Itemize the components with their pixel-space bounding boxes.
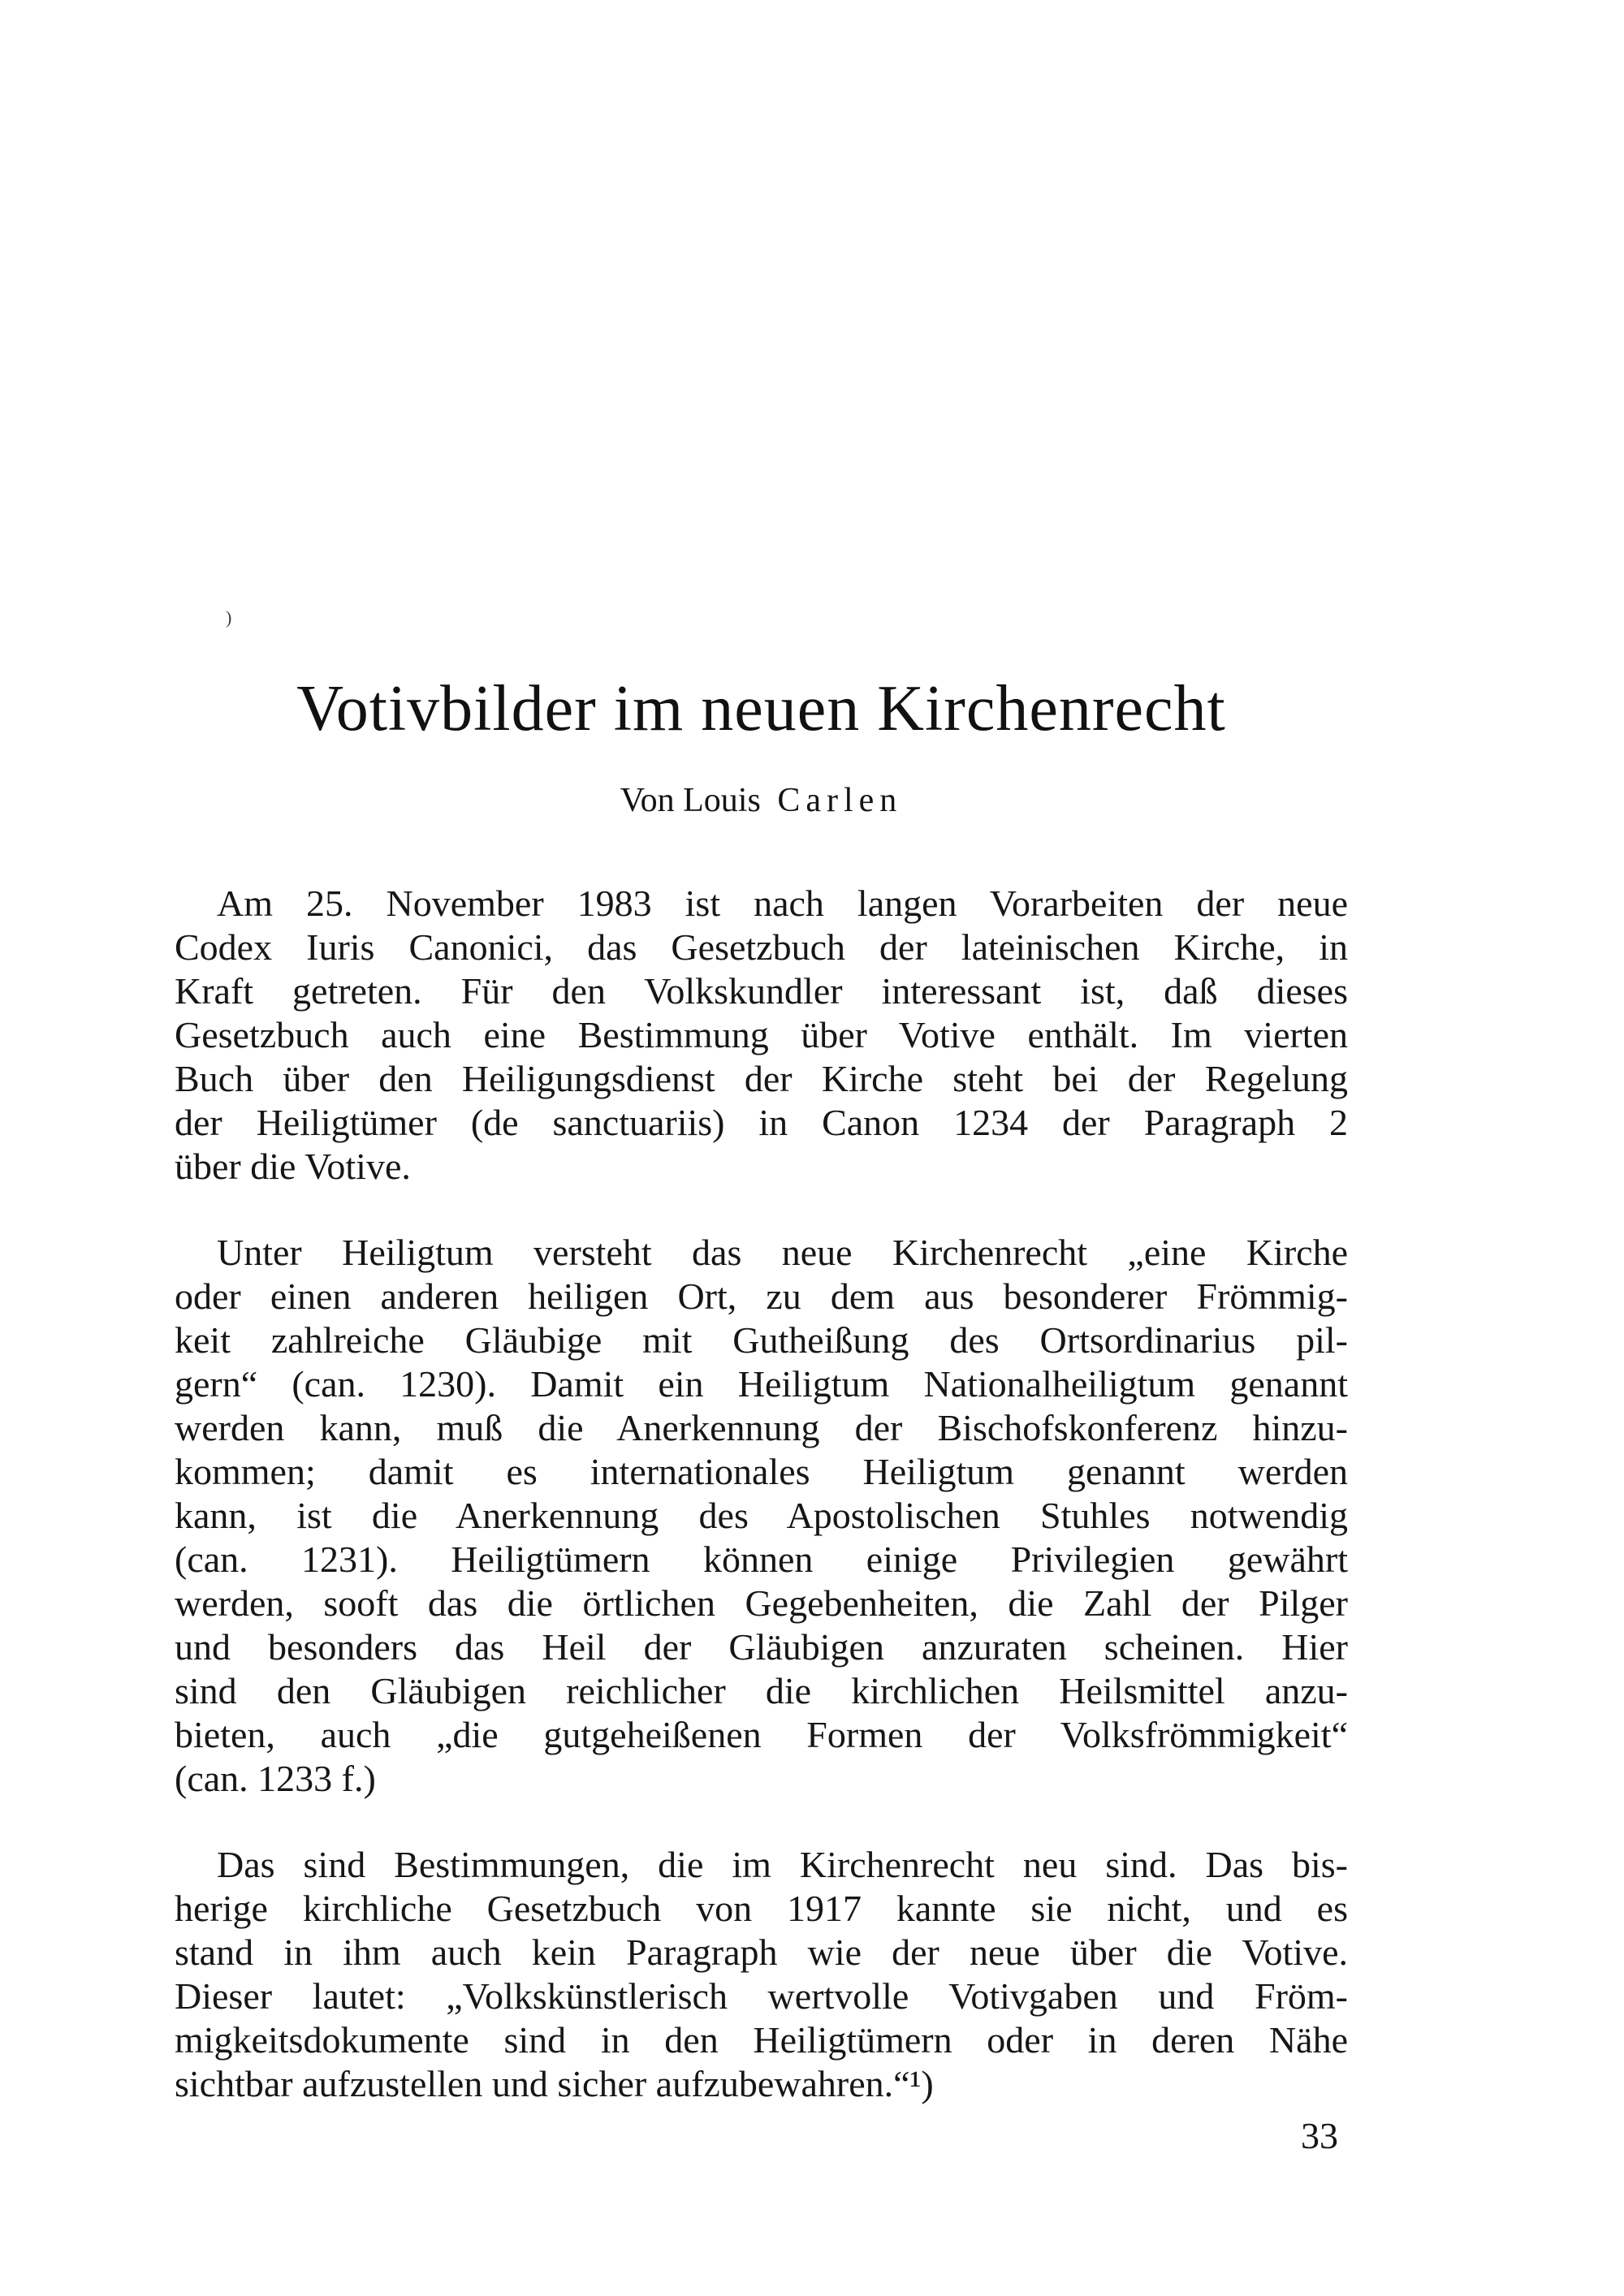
byline-prefix: Von Louis bbox=[620, 782, 761, 819]
text-line: Am 25. November 1983 ist nach langen Vorarbeiten der neue bbox=[217, 883, 1348, 924]
text-line: gern“ (can. 1230). Damit ein Heiligtum Nationalheiligtum genannt bbox=[175, 1363, 1348, 1405]
page-title: Votivbilder im neuen Kirchenrecht bbox=[296, 673, 1226, 744]
text-line: (can. 1231). Heiligtümern können einige Privilegien gewährt bbox=[175, 1539, 1348, 1580]
title-block bbox=[175, 672, 1348, 746]
text-line: Dieser lautet: „Volkskünstlerisch wertvolle Votivgaben und Fröm- bbox=[175, 1975, 1348, 2017]
text-line: Codex Iuris Canonici, das Gesetzbuch der lateinischen Kirche, in bbox=[175, 926, 1348, 968]
text-line: Gesetzbuch auch eine Bestimmung über Votive enthält. Im vierten bbox=[175, 1014, 1348, 1055]
page-number: 33 bbox=[1301, 2115, 1338, 2156]
text-line: stand in ihm auch kein Paragraph wie der neue über die Votive. bbox=[175, 1931, 1348, 1973]
text-line: sichtbar aufzustellen und sicher aufzubewahren.“¹) bbox=[175, 2063, 934, 2104]
body-text bbox=[175, 882, 1348, 2148]
text-line: (can. 1233 f.) bbox=[175, 1758, 376, 1799]
text-line: Das sind Bestimmungen, die im Kirchenrecht neu sind. Das bis- bbox=[217, 1844, 1348, 1885]
text-line: Kraft getreten. Für den Volkskundler interessant ist, daß dieses bbox=[175, 970, 1348, 1012]
text-line: migkeitsdokumente sind in den Heiligtümern oder in deren Nähe bbox=[175, 2019, 1348, 2061]
text-line: werden, sooft das die örtlichen Gegebenheiten, die Zahl der Pilger bbox=[175, 1582, 1348, 1624]
text-line: werden kann, muß die Anerkennung der Bischofskonferenz hinzu- bbox=[175, 1407, 1348, 1448]
text-line: Unter Heiligtum versteht das neue Kirchenrecht „eine Kirche bbox=[217, 1232, 1348, 1273]
text-line: bieten, auch „die gutgeheißenen Formen der Volksfrömmigkeit“ bbox=[175, 1714, 1348, 1755]
text-line: herige kirchliche Gesetzbuch von 1917 kannte sie nicht, und es bbox=[175, 1888, 1348, 1929]
text-line: oder einen anderen heiligen Ort, zu dem aus besonderer Frömmig- bbox=[175, 1275, 1348, 1317]
paragraph-3 bbox=[175, 1843, 1348, 2106]
author-name: Carlen bbox=[777, 782, 903, 819]
text-line: keit zahlreiche Gläubige mit Gutheißung des Ortsordinarius pil- bbox=[175, 1319, 1348, 1361]
text-line: der Heiligtümer (de sanctuariis) in Canon 1234 der Paragraph 2 bbox=[175, 1102, 1348, 1143]
paragraph-1 bbox=[175, 882, 1348, 1189]
text-line: kann, ist die Anerkennung des Apostolischen Stuhles notwendig bbox=[175, 1495, 1348, 1536]
scan-speck-artifact: ) bbox=[226, 607, 232, 628]
paragraph-2 bbox=[175, 1231, 1348, 1801]
text-line: kommen; damit es internationales Heiligtum genannt werden bbox=[175, 1451, 1348, 1492]
byline bbox=[175, 781, 1348, 820]
text-line: Buch über den Heiligungsdienst der Kirche steht bei der Regelung bbox=[175, 1058, 1348, 1099]
text-line: und besonders das Heil der Gläubigen anzuraten scheinen. Hier bbox=[175, 1626, 1348, 1668]
text-line: über die Votive. bbox=[175, 1146, 411, 1187]
text-line: sind den Gläubigen reichlicher die kirchlichen Heilsmittel anzu- bbox=[175, 1670, 1348, 1711]
